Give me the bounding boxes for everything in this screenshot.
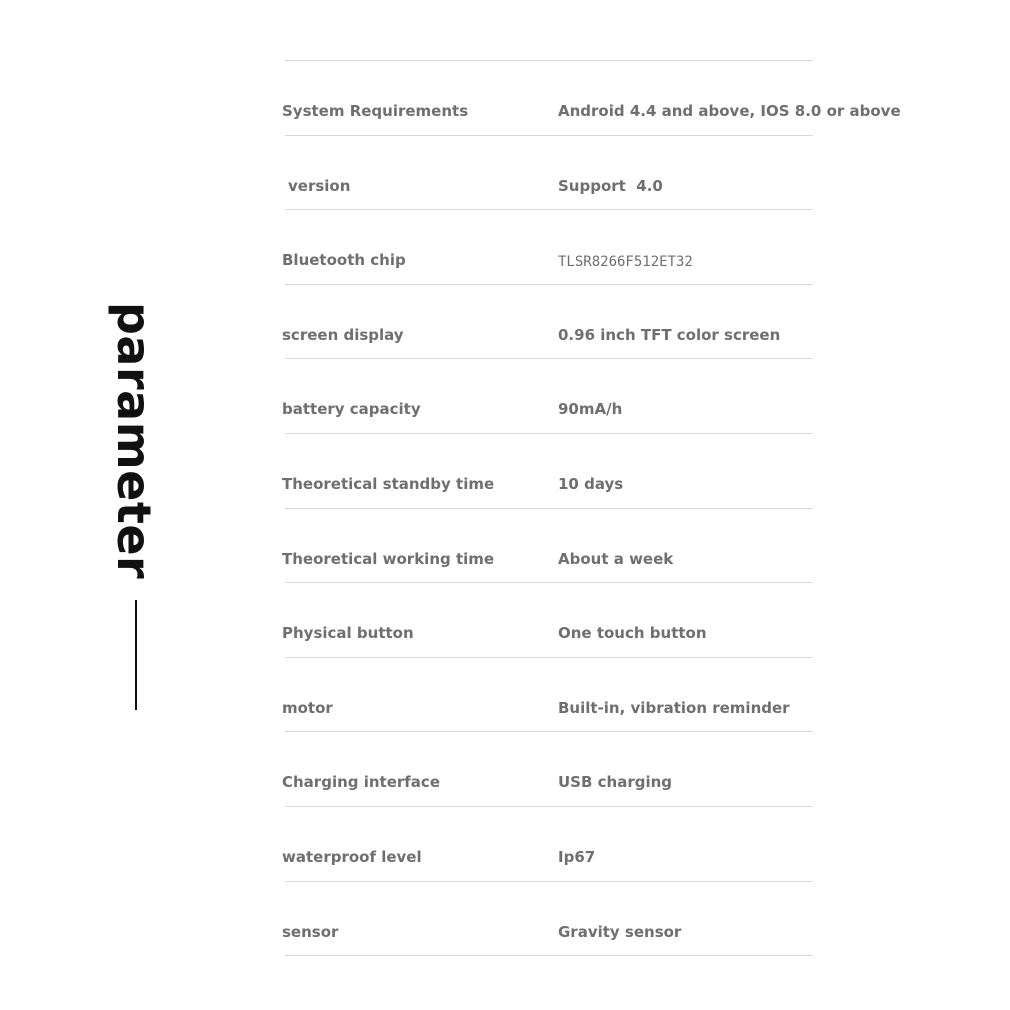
spec-value: Gravity sensor [558,922,682,941]
spec-label: sensor [282,922,339,941]
spec-row-motor [282,658,813,733]
spec-value: Ip67 [558,847,596,866]
spec-row-battery-capacity [282,359,813,434]
spec-value: USB charging [558,773,673,792]
spec-label: waterproof level [282,847,422,866]
spec-label: System Requirements [282,102,469,120]
spec-label: screen display [282,325,404,344]
spec-row-physical-button [282,583,813,658]
spec-row-working-time [282,509,813,584]
spec-label: Theoretical standby time [282,474,495,493]
spec-label: Bluetooth chip [282,251,406,270]
spec-value: 90mA/h [558,400,623,419]
side-title-rule [135,600,137,710]
spec-row-screen-display [282,285,813,360]
spec-row-charging-interface [282,732,813,807]
spec-value: About a week [558,549,674,568]
spec-row-system-requirements [282,61,901,136]
spec-table [282,60,901,956]
side-title [107,302,161,580]
side-title-text: parameter [107,302,161,580]
spec-value: Built-in, vibration reminder [558,698,790,717]
spec-label: motor [282,698,333,717]
spec-row-sensor [282,882,813,957]
spec-value: Android 4.4 and above, IOS 8.0 or above [558,102,901,120]
spec-row-bluetooth-chip [282,210,813,285]
spec-label: version [288,176,351,195]
spec-value: Support 4.0 [558,176,663,195]
spec-row-waterproof-level [282,807,813,882]
spec-value: 10 days [558,474,624,493]
spec-label: battery capacity [282,400,421,419]
spec-value: TLSR8266F512ET32 [558,254,693,271]
spec-row-standby-time [282,434,813,509]
spec-label: Theoretical working time [282,549,495,568]
spec-label: Physical button [282,624,414,643]
spec-value: One touch button [558,624,707,643]
spec-row-version [285,136,813,211]
spec-value: 0.96 inch TFT color screen [558,325,781,344]
spec-label: Charging interface [282,773,440,792]
